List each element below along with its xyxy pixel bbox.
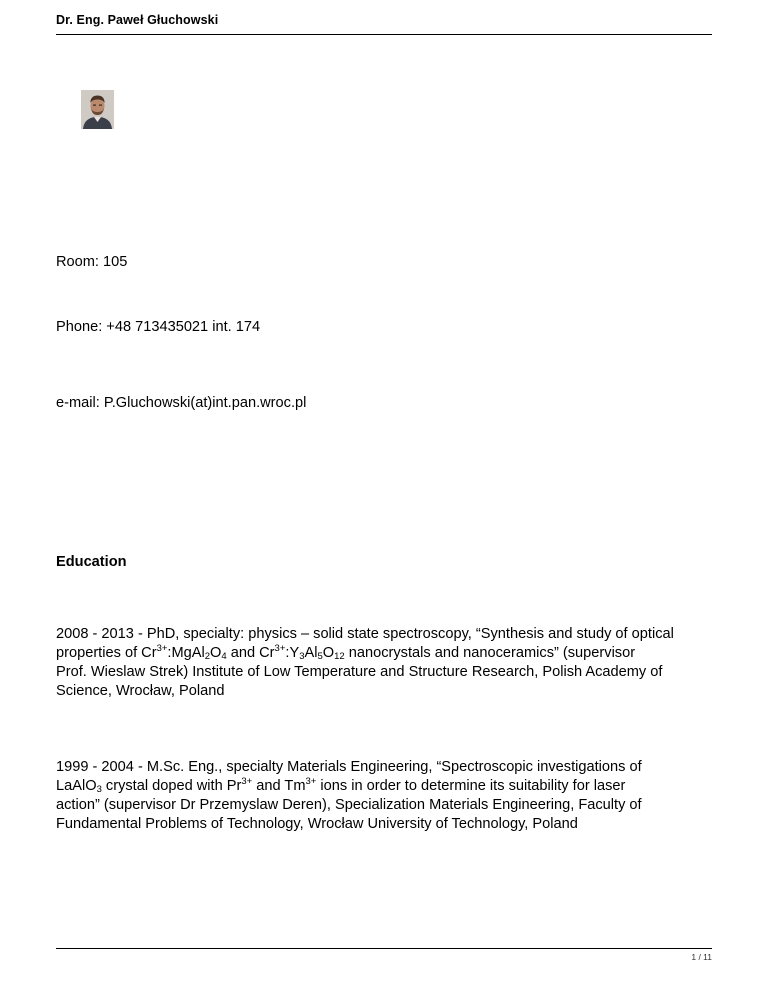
portrait-photo [81, 90, 114, 129]
page-header [56, 12, 712, 35]
room-text: Room: 105 [56, 254, 128, 270]
msc-entry [56, 758, 720, 834]
page-footer [56, 948, 712, 962]
header-title: Dr. Eng. Paweł Głuchowski [56, 13, 219, 27]
phd-entry [56, 625, 720, 701]
msc-line-2: LaAlO$_3$ crystal doped with $Pr^{3+}$ and $Tm^{3+}$ ions in order to determine its suitability for laser [56, 776, 626, 795]
phd-line-3: Prof. Wieslaw Strek) Institute of Low Temperature and Structure Research, Polish Academy of [56, 664, 663, 680]
page-number: 1 / 11 [691, 952, 712, 962]
msc-line-4: Fundamental Problems of Technology, Wrocław University of Technology, Poland [56, 816, 578, 832]
education-heading: Education [56, 554, 127, 570]
msc-line-3: action” (supervisor Dr Przemyslaw Deren), Specialization Materials Engineering, Faculty of [56, 797, 642, 813]
phd-line-2: properties of $Cr^{3+}:MgAl_2O_4$ and $Cr^{3+}:Y_3Al_5O_{12}$ nanocrystals and nanoceramics” (supervisor [56, 643, 636, 662]
phone-text: Phone: +48 713435021 int. 174 [56, 319, 261, 335]
email-text: e-mail: P.Gluchowski(at)int.pan.wroc.pl [56, 395, 307, 411]
phd-line-1: 2008 - 2013 - PhD, specialty: physics – solid state spectroscopy, “Synthesis and study of optical [56, 626, 674, 642]
msc-line-1: 1999 - 2004 - M.Sc. Eng., specialty Materials Engineering, “Spectroscopic investigations of [56, 759, 642, 775]
phd-line-4: Science, Wrocław, Poland [56, 683, 225, 699]
